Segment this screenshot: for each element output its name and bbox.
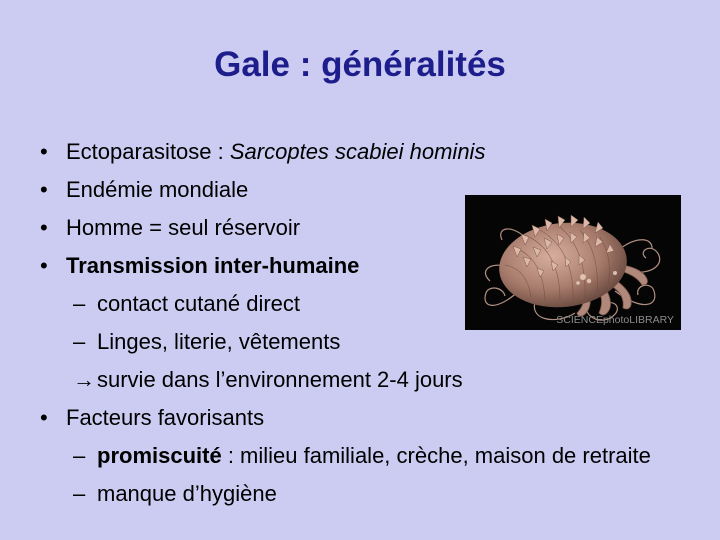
bullet-icon: • xyxy=(40,139,48,164)
bullet-text: Ectoparasitose : Sarcoptes scabiei hominis xyxy=(66,139,486,164)
bullet-icon: • xyxy=(40,215,48,240)
scabies-mite-sem-image xyxy=(465,195,681,330)
subbullet-row-linges xyxy=(73,330,712,353)
watermark-science-photo-library: SCIENCEphotoLIBRARY xyxy=(556,314,674,326)
subbullet-text: manque d’hygiène xyxy=(97,481,277,506)
dash-icon: – xyxy=(73,291,86,316)
page-title: Gale : généralités xyxy=(214,45,506,84)
bullet-text: Facteurs favorisants xyxy=(66,405,265,430)
dash-icon: – xyxy=(73,481,86,506)
bullet-icon: • xyxy=(40,405,48,430)
dash-icon: – xyxy=(73,329,86,354)
arrow-right-icon: → xyxy=(73,367,95,392)
bullet-icon: • xyxy=(40,177,48,202)
bullet-row-facteurs xyxy=(40,406,712,429)
bullet-row-ectoparasitose xyxy=(40,140,712,163)
subbullet-row-hygiene xyxy=(73,482,712,505)
bullet-text: Transmission inter-humaine xyxy=(66,253,360,278)
latin-name: Sarcoptes scabiei hominis xyxy=(229,139,486,164)
bullet-text: Homme = seul réservoir xyxy=(66,215,301,240)
subbullet-text: Linges, literie, vêtements xyxy=(97,329,341,354)
mite-illustration xyxy=(465,195,681,330)
subbullet-text: contact cutané direct xyxy=(97,291,301,316)
subbullet-text: promiscuité : milieu familiale, crèche, maison de retraite xyxy=(97,443,651,468)
dash-icon: – xyxy=(73,443,86,468)
subbullet-row-promiscuite xyxy=(73,444,712,467)
subbullet-text: survie dans l’environnement 2-4 jours xyxy=(97,367,463,392)
bullet-text: Endémie mondiale xyxy=(66,177,249,202)
subbullet-row-survie xyxy=(73,368,712,391)
bullet-icon: • xyxy=(40,253,48,278)
